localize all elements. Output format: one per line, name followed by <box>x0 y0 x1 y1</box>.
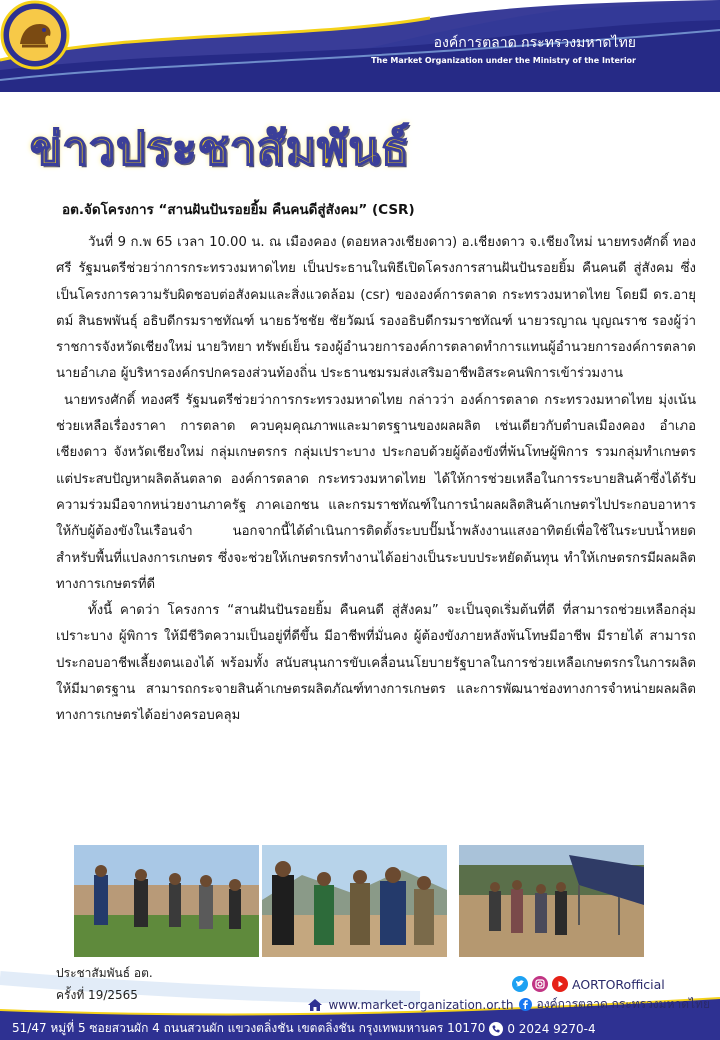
twitter-icon[interactable] <box>512 976 528 992</box>
social-handle[interactable]: AORTORofficial <box>572 976 665 992</box>
org-name-thai: องค์การตลาด กระทรวงมหาดไทย <box>433 35 636 51</box>
article-body <box>56 230 696 730</box>
phone-icon <box>489 1022 503 1036</box>
instagram-icon[interactable] <box>532 976 548 992</box>
phone-number[interactable]: 0 2024 9270-4 <box>507 1021 596 1036</box>
market-organization-seal-icon <box>0 0 70 70</box>
facebook-page-name[interactable]: องค์การตลาด กระทรวงมหาดไทย <box>536 997 710 1011</box>
solar-panel-photo <box>459 845 644 957</box>
website-link[interactable]: www.market-organization.or.th <box>328 997 514 1012</box>
field-visit-photo <box>74 845 259 957</box>
contact-row <box>307 995 710 1014</box>
pr-label: ประชาสัมพันธ์ อต. <box>56 966 153 980</box>
officials-group-photo <box>262 845 447 957</box>
news-heading: ข่าวประชาสัมพันธ์ <box>30 121 411 175</box>
facebook-icon[interactable] <box>519 998 532 1011</box>
home-icon <box>307 998 323 1012</box>
youtube-icon[interactable] <box>552 976 568 992</box>
address-row <box>12 1019 596 1038</box>
paragraph-1: วันที่ 9 ก.พ 65 เวลา 10.00 น. ณ เมืองคอง (ดอยหลวงเชียงดาว) อ.เชียงดาว จ.เชียงใหม่ นายทรงศักดิ์ ทองศรี รัฐมนตรีช่วยว่าการกระทรวงมหาดไทย เป็นประธานในพิธีเปิดโครงการสานฝันปันรอยยิ้ม คืนคนดี สู่สังคม ซึ่งเป็นโครงการความรับผิดชอบต่อสังคมและสิ่งแวดล้อม (csr) ขององค์การตลาด กระทรวงมหาดไทย โดยมี ดร.อายุตม์ สินธพพันธุ์ อธิบดีกรมราชทัณฑ์ นายธวัชชัย ชัยวัฒน์ รองอธิบดีกรมราชทัณฑ์ นายวรญาณ บุญณราช รองผู้ว่าราชการจังหวัดเชียงใหม่ นายวิทยา ทรัพย์เย็น รองผู้อำนวยการองค์การตลาดทำการแทนผู้อำนวยการองค์การตลาด นายอำเภอ ผู้บริหารองค์กรปกครองส่วนท้องถิ่น ประธานชมรมส่งเสริมอาชีพอิสระคนพิการเข้าร่วมงาน <box>56 235 696 382</box>
social-media-row <box>512 975 665 993</box>
header-banner <box>0 0 720 92</box>
paragraph-3: ทั้งนี้ คาดว่า โครงการ “สานฝันปันรอยยิ้ม คืนคนดี สู่สังคม” จะเป็นจุดเริ่มต้นที่ดี ที่สามารถช่วยเหลือกลุ่มเปราะบาง ผู้พิการ ให้มีชีวิตความเป็นอยู่ที่ดีขึ้น มีอาชีพที่มั่นคง ผู้ต้องขังภายหลังพ้นโทษมีอาชีพ มีรายได้ สามารถประกอบอาชีพเลี้ยงตนเองได้ พร้อมทั้ง สนับสนุนการขับเคลื่อนนโยบายรัฐบาลในการช่วยเหลือเกษตรกรในการผลิต ให้มีมาตรฐาน สามารถกระจายสินค้าเกษตรผลิตภัณฑ์ทางการเกษตร และการพัฒนาช่องทางการจำหน่ายผลผลิตทางการเกษตรได้อย่างครอบคลุม <box>56 603 696 724</box>
pr-issue-number: ครั้งที่ 19/2565 <box>56 988 138 1002</box>
paragraph-2: นายทรงศักดิ์ ทองศรี รัฐมนตรีช่วยว่าการกระทรวงมหาดไทย กล่าวว่า องค์การตลาด กระทรวงมหาดไทย มุ่งเน้นช่วยเหลือเรื่องราคา การตลาด ควบคุมคุณภาพและมาตรฐานของผลผลิต เช่นเดียวกับตำบลเมืองคอง อำเภอเชียงดาว จังหวัดเชียงใหม่ กลุ่มเกษตรกร กลุ่มเปราะบาง ประกอบด้วยผู้ต้องขังที่พ้นโทษผู้พิการ รวมกลุ่มทำเกษตรแต่ประสบปัญหาผลิตล้นตลาด องค์การตลาด กระทรวงมหาดไทย ได้ให้การช่วยเหลือในการระบายสินค้าซึ่งได้รับความร่วมมือจากหน่วยงานภาครัฐ ภาคเอกชน และกรมราชทัณฑ์ในการนำผลผลิตสินค้าเกษตรไปประกอบอาหารให้กับผู้ต้องขังในเรือนจำ นอกจากนี้ได้ดำเนินการติดตั้งระบบปั๊มน้ำพลังงานแสงอาทิตย์เพื่อใช้ในระบบน้ำหยด สำหรับพื้นที่แปลงการเกษตร ซึ่งจะช่วยให้เกษตรกรทำงานได้อย่างเป็นระบบประหยัดต้นทุน ทำให้เกษตรกรมีผลผลิตทางการเกษตรที่ดี <box>56 392 696 592</box>
org-name-english: The Market Organization under the Ministry of the Interior <box>371 56 636 65</box>
office-address: 51/47 หมู่ที่ 5 ซอยสวนผัก 4 ถนนสวนผัก แขวงตลิ่งชัน เขตตลิ่งชัน กรุงเทพมหานคร 10170 <box>12 1021 486 1035</box>
photo-strip <box>74 845 644 957</box>
news-subheading: อต.จัดโครงการ “สานฝันปันรอยยิ้ม คืนคนดีสู่สังคม” (CSR) <box>62 202 415 218</box>
